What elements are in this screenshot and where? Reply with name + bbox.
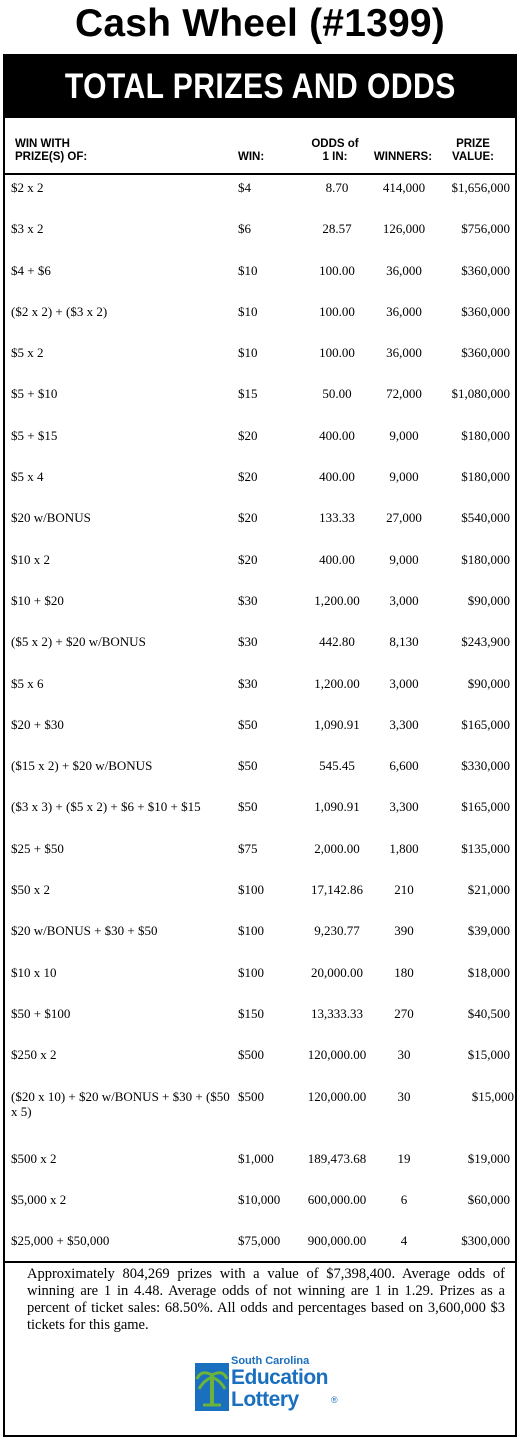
table-row: [5, 506, 515, 547]
odds-cell: 1,200.00: [314, 675, 360, 691]
footer-divider: [5, 1261, 515, 1263]
winners-cell: 8,130: [389, 634, 419, 650]
winners-cell: 19: [397, 1150, 411, 1166]
prize-cell: $5 + $10: [11, 386, 58, 402]
prize-cell: $2 x 2: [11, 180, 44, 195]
header-value: [437, 138, 509, 164]
winners-cell: 36,000: [386, 262, 422, 278]
table-row: [5, 465, 515, 506]
value-cell: $165,000: [461, 799, 510, 815]
value-cell: $1,656,000: [451, 180, 510, 195]
prize-cell: $500 x 2: [11, 1150, 57, 1166]
header-prize-line1: WIN WITH: [15, 138, 70, 150]
win-cell: $150: [238, 1005, 264, 1021]
table-row: [5, 754, 515, 795]
table-row: [5, 424, 515, 465]
winners-cell: 6,600: [389, 758, 419, 774]
table-row: [5, 1085, 515, 1147]
winners-cell: 1,800: [389, 840, 419, 856]
odds-summary: Approximately 804,269 prizes with a value of $7,398,400. Average odds of winning are 1 in 4.48. Average odds of not winning are 1 in 1.29. Prizes as a percent of ticket sales: 68.50%. All odds and percentages based on 3,600,000 $3 tickets for this game.: [27, 1266, 505, 1333]
odds-cell: 100.00: [319, 303, 355, 319]
win-cell: $10,000: [238, 1191, 281, 1207]
win-cell: $100: [238, 923, 264, 939]
value-cell: $360,000: [461, 303, 510, 319]
winners-cell: 6: [400, 1191, 408, 1207]
value-cell: $360,000: [461, 262, 510, 278]
odds-cell: 400.00: [319, 551, 355, 567]
prize-cell: ($15 x 2) + $20 w/BONUS: [11, 758, 153, 774]
win-cell: $6: [238, 221, 251, 237]
odds-cell: 400.00: [319, 469, 355, 485]
odds-cell: 28.57: [322, 221, 352, 237]
value-cell: $40,500: [467, 1005, 510, 1021]
winners-cell: 27,000: [386, 510, 422, 526]
odds-cell: 50.00: [322, 386, 352, 402]
win-cell: $500: [238, 1047, 264, 1063]
page-title: Cash Wheel (#1399): [75, 2, 445, 45]
win-cell: $20: [238, 510, 258, 526]
header-odds-line2: 1 IN:: [322, 151, 348, 163]
logo-line1: South Carolina: [231, 1355, 310, 1367]
prize-cell: ($2 x 2) + ($3 x 2): [11, 303, 108, 319]
value-cell: $756,000: [461, 221, 510, 237]
win-cell: $30: [238, 592, 258, 608]
odds-cell: 1,090.91: [314, 799, 360, 815]
header-value-line2: VALUE:: [452, 151, 494, 163]
table-row: [5, 878, 515, 919]
win-cell: $100: [238, 882, 264, 898]
winners-cell: 126,000: [382, 221, 426, 237]
banner-text: TOTAL PRIZES AND ODDS: [64, 67, 456, 106]
table-row: [5, 341, 515, 382]
palmetto-icon: [193, 1353, 233, 1415]
table-row: [5, 217, 515, 258]
winners-cell: 30: [397, 1047, 411, 1063]
header-prize-line2: PRIZE(S) OF:: [15, 151, 88, 163]
table-row: [5, 1188, 515, 1229]
sc-education-lottery-logo: [193, 1353, 353, 1415]
value-cell: $1,080,000: [451, 386, 510, 402]
prize-cell: $20 w/BONUS + $30 + $50: [11, 923, 158, 939]
win-cell: $10: [238, 303, 258, 319]
odds-cell: 120,000.00: [307, 1047, 367, 1063]
win-cell: $20: [238, 427, 258, 443]
win-cell: $1,000: [238, 1150, 274, 1166]
value-cell: $180,000: [461, 551, 510, 567]
odds-cell: 442.80: [319, 634, 355, 650]
win-cell: $500: [238, 1088, 264, 1104]
prize-cell: $10 + $20: [11, 592, 64, 608]
prize-cell: $20 w/BONUS: [11, 510, 91, 526]
winners-cell: 180: [394, 964, 414, 980]
table-row: [5, 589, 515, 630]
header-value-line1: PRIZE: [456, 138, 490, 150]
table-row: [5, 1147, 515, 1188]
value-cell: $243,900: [461, 634, 510, 650]
winners-cell: 210: [394, 882, 414, 898]
winners-cell: 3,300: [389, 716, 419, 732]
value-cell: $39,000: [467, 923, 510, 939]
prize-cell: ($3 x 3) + ($5 x 2) + $6 + $10 + $15: [11, 799, 201, 815]
winners-cell: 30: [397, 1088, 411, 1104]
winners-cell: 3,300: [389, 799, 419, 815]
odds-cell: 13,333.33: [311, 1005, 363, 1021]
table-row: [5, 1043, 515, 1084]
value-cell: $135,000: [461, 840, 510, 856]
winners-cell: 9,000: [389, 469, 419, 485]
prize-cell: $25 + $50: [11, 840, 64, 856]
logo-line3: Lottery: [231, 1388, 299, 1411]
table-row: [5, 961, 515, 1002]
prize-cell: $5 x 4: [11, 469, 44, 485]
table-row: [5, 630, 515, 671]
table-row: [5, 382, 515, 423]
value-cell: $19,000: [467, 1150, 510, 1166]
value-cell: $360,000: [461, 345, 510, 361]
value-cell: $300,000: [461, 1233, 510, 1249]
winners-cell: 36,000: [386, 345, 422, 361]
table-row: [5, 837, 515, 878]
prize-table-body: [5, 176, 515, 1270]
win-cell: $4: [238, 180, 251, 195]
win-cell: $50: [238, 758, 258, 774]
header-odds-line1: ODDS of: [311, 138, 359, 150]
table-row: [5, 713, 515, 754]
value-cell: $15,000: [467, 1047, 510, 1063]
win-cell: $75: [238, 840, 258, 856]
odds-cell: 545.45: [319, 758, 355, 774]
odds-cell: 900,000.00: [307, 1233, 367, 1249]
odds-cell: 189,473.68: [307, 1150, 367, 1166]
odds-cell: 120,000.00: [307, 1088, 367, 1104]
table-row: [5, 259, 515, 300]
value-cell: $180,000: [461, 427, 510, 443]
header-winners: WINNERS:: [373, 151, 433, 163]
winners-cell: 36,000: [386, 303, 422, 319]
prize-cell: $4 + $6: [11, 262, 51, 278]
odds-cell: 1,090.91: [314, 716, 360, 732]
logo-line2: Education: [231, 1366, 329, 1389]
value-cell: $15,000: [471, 1088, 514, 1104]
win-cell: $75,000: [238, 1233, 281, 1249]
win-cell: $50: [238, 799, 258, 815]
odds-cell: 133.33: [319, 510, 355, 526]
odds-cell: 400.00: [319, 427, 355, 443]
winners-cell: 270: [394, 1005, 414, 1021]
header-odds: [305, 138, 365, 164]
odds-cell: 20,000.00: [311, 964, 363, 980]
prize-cell: $3 x 2: [11, 221, 44, 237]
value-cell: $60,000: [467, 1191, 510, 1207]
win-cell: $15: [238, 386, 258, 402]
table-row: [5, 672, 515, 713]
value-cell: $330,000: [461, 758, 510, 774]
table-row: [5, 919, 515, 960]
header-win: WIN:: [238, 151, 265, 163]
value-cell: $180,000: [461, 469, 510, 485]
odds-cell: 17,142.86: [311, 882, 363, 898]
header-prize: [15, 138, 155, 164]
table-row: [5, 1229, 515, 1270]
table-row: [5, 1002, 515, 1043]
value-cell: $90,000: [467, 675, 510, 691]
table-row: [5, 176, 515, 217]
winners-cell: 9,000: [389, 427, 419, 443]
value-cell: $165,000: [461, 716, 510, 732]
odds-cell: 600,000.00: [307, 1191, 367, 1207]
value-cell: $540,000: [461, 510, 510, 526]
prize-cell: $10 x 2: [11, 551, 50, 567]
header-divider: [5, 173, 515, 175]
banner: [5, 56, 515, 118]
win-cell: $30: [238, 634, 258, 650]
table-row: [5, 795, 515, 836]
value-cell: $90,000: [467, 592, 510, 608]
win-cell: $10: [238, 345, 258, 361]
table-row: [5, 548, 515, 589]
prize-cell: $50 x 2: [11, 882, 50, 898]
win-cell: $30: [238, 675, 258, 691]
value-cell: $18,000: [467, 964, 510, 980]
winners-cell: 414,000: [382, 180, 426, 195]
win-cell: $50: [238, 716, 258, 732]
prize-cell: $5 x 6: [11, 675, 44, 691]
prize-cell: $10 x 10: [11, 964, 57, 980]
winners-cell: 3,000: [389, 592, 419, 608]
prize-cell: ($5 x 2) + $20 w/BONUS: [11, 634, 146, 650]
win-cell: $20: [238, 469, 258, 485]
winners-cell: 3,000: [389, 675, 419, 691]
prize-cell: $20 + $30: [11, 716, 64, 732]
winners-cell: 390: [394, 923, 414, 939]
winners-cell: 9,000: [389, 551, 419, 567]
prize-cell: $25,000 + $50,000: [11, 1233, 110, 1249]
prize-cell: $5 x 2: [11, 345, 44, 361]
win-cell: $100: [238, 964, 264, 980]
winners-cell: 4: [400, 1233, 408, 1249]
value-cell: $21,000: [467, 882, 510, 898]
win-cell: $10: [238, 262, 258, 278]
prize-cell: $250 x 2: [11, 1047, 57, 1063]
win-cell: $20: [238, 551, 258, 567]
odds-cell: 100.00: [319, 345, 355, 361]
registered-mark: ®: [331, 1395, 338, 1405]
table-row: [5, 300, 515, 341]
prize-table-frame: [3, 54, 517, 1437]
prize-cell: $5 + $15: [11, 427, 58, 443]
winners-cell: 72,000: [386, 386, 422, 402]
prize-cell: ($20 x 10) + $20 w/BONUS + $30 + ($50 x 5): [11, 1088, 230, 1119]
prize-cell: $50 + $100: [11, 1005, 71, 1021]
prize-cell: $5,000 x 2: [11, 1191, 67, 1207]
odds-cell: 8.70: [325, 180, 349, 195]
odds-cell: 100.00: [319, 262, 355, 278]
odds-cell: 2,000.00: [314, 840, 360, 856]
odds-cell: 9,230.77: [314, 923, 360, 939]
odds-cell: 1,200.00: [314, 592, 360, 608]
